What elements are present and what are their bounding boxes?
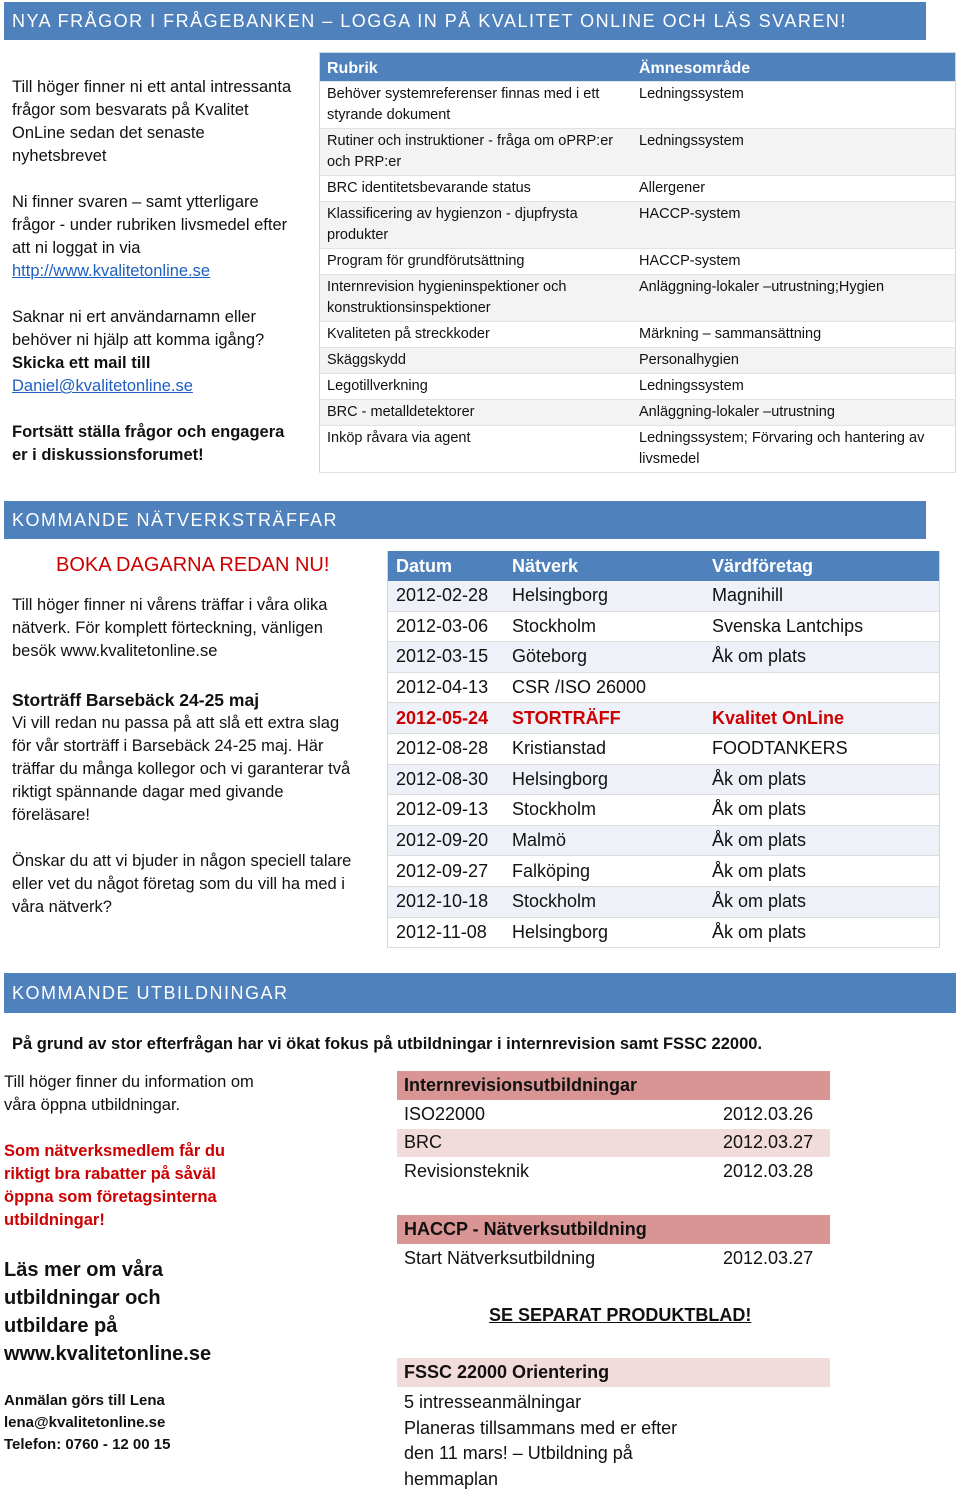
question-title: Klassificering av hygienzon - djupfrysta produkter [320, 202, 633, 249]
training-focus-text: På grund av stor efterfrågan har vi ökat fokus på utbildningar i internrevision samt FSSC 22000. [12, 1035, 762, 1054]
question-row[interactable] [320, 374, 956, 400]
meeting-network: Stockholm [504, 886, 704, 917]
meeting-host: Åk om plats [704, 886, 940, 917]
intro-paragraph-4: Fortsätt ställa frågor och engagera er i diskussionsforumet! [12, 421, 302, 467]
meeting-host: Kvalitet OnLine [704, 703, 940, 734]
meeting-host: Svenska Lantchips [704, 611, 940, 642]
fssc-line-2: Planeras tillsammans med er efter den 11 mars! – Utbildning på hemmaplan [404, 1416, 704, 1492]
meeting-network: Stockholm [504, 795, 704, 826]
question-topic: Ledningssystem [632, 129, 956, 176]
meeting-network: Stockholm [504, 611, 704, 642]
question-title: Internrevision hygieninspektioner och konstruktionsinspektioner [320, 275, 633, 322]
banner-network-meetings [4, 501, 926, 539]
question-topic: HACCP-system [632, 249, 956, 275]
network-meetings-table [387, 551, 940, 948]
haccp-title: HACCP - Nätverksutbildning [397, 1215, 830, 1244]
meeting-host: Åk om plats [704, 795, 940, 826]
fssc-line-1: 5 intresseanmälningar [404, 1390, 704, 1416]
network-paragraph-2: Vi vill redan nu passa på att slå ett extra slag för vår storträff i Barsebäck 24-25 maj. Här träffar du många kollegor och vi garanterar två riktigt spännande dagar med givande föreläsare! [12, 712, 362, 827]
contact-phone: Telefon: 0760 - 12 00 15 [4, 1434, 254, 1456]
question-title: Inköp råvara via agent [320, 426, 633, 473]
contact-email[interactable]: lena@kvalitetonline.se [4, 1412, 254, 1434]
questions-table [319, 52, 956, 473]
question-topic: HACCP-system [632, 202, 956, 249]
course-name: ISO22000 [397, 1100, 716, 1129]
course-name: BRC [397, 1129, 716, 1158]
question-title: BRC - metalldetektorer [320, 400, 633, 426]
separat-produktblad-link[interactable]: SE SEPARAT PRODUKTBLAD! [489, 1305, 751, 1326]
course-row [397, 1157, 830, 1186]
meeting-row [388, 795, 940, 826]
question-title: Rutiner och instruktioner - fråga om oPRP:er och PRP:er [320, 129, 633, 176]
banner-new-questions-text: NYA FRÅGOR I FRÅGEBANKEN – LOGGA IN PÅ KVALITET ONLINE OCH LÄS SVAREN! [12, 11, 847, 32]
intro-mail-prompt: Skicka ett mail till [12, 352, 302, 375]
meeting-network: STORTRÄFF [504, 703, 704, 734]
question-title: Legotillverkning [320, 374, 633, 400]
network-section [12, 552, 362, 919]
meeting-date: 2012-09-27 [388, 856, 505, 887]
course-date: 2012.03.26 [716, 1100, 830, 1129]
intro-paragraph-1: Till höger finner ni ett antal intressanta frågor som besvarats på Kvalitet OnLine sedan det senaste nyhetsbrevet [12, 76, 302, 168]
meeting-network: Helsingborg [504, 581, 704, 611]
meeting-row [388, 733, 940, 764]
meeting-network: Kristianstad [504, 733, 704, 764]
meeting-date: 2012-11-08 [388, 917, 505, 948]
intro-section [12, 76, 302, 467]
banner-trainings [4, 973, 956, 1013]
meeting-row [388, 825, 940, 856]
meeting-row [388, 886, 940, 917]
question-row[interactable] [320, 82, 956, 129]
meeting-network: Falköping [504, 856, 704, 887]
meeting-date: 2012-08-30 [388, 764, 505, 795]
course-name: Revisionsteknik [397, 1157, 716, 1186]
question-topic: Anläggning-lokaler –utrustning;Hygien [632, 275, 956, 322]
meeting-host [704, 672, 940, 703]
question-title: Behöver systemreferenser finnas med i ett styrande dokument [320, 82, 633, 129]
meeting-host: Åk om plats [704, 642, 940, 673]
question-row[interactable] [320, 322, 956, 348]
meeting-date: 2012-02-28 [388, 581, 505, 611]
header-datum: Datum [388, 551, 505, 581]
training-left-section [4, 1071, 254, 1456]
meeting-row [388, 642, 940, 673]
meeting-row [388, 672, 940, 703]
meeting-date: 2012-04-13 [388, 672, 505, 703]
meeting-host: Åk om plats [704, 764, 940, 795]
course-date: 2012.03.27 [716, 1244, 830, 1273]
meeting-network: CSR /ISO 26000 [504, 672, 704, 703]
internrevision-table [397, 1071, 830, 1186]
banner-network-meetings-text: KOMMANDE NÄTVERKSTRÄFFAR [12, 510, 338, 531]
question-row[interactable] [320, 348, 956, 374]
meeting-row [388, 611, 940, 642]
meeting-host: Åk om plats [704, 856, 940, 887]
question-title: Program för grundförutsättning [320, 249, 633, 275]
stortraff-heading: Storträff Barsebäck 24-25 maj [12, 688, 362, 712]
meeting-date: 2012-03-15 [388, 642, 505, 673]
fssc-title: FSSC 22000 Orientering [397, 1358, 830, 1387]
meeting-date: 2012-03-06 [388, 611, 505, 642]
meeting-host: Åk om plats [704, 917, 940, 948]
question-topic: Ledningssystem [632, 374, 956, 400]
meeting-network: Malmö [504, 825, 704, 856]
haccp-table [397, 1215, 830, 1273]
question-topic: Personalhygien [632, 348, 956, 374]
meeting-row [388, 764, 940, 795]
meeting-network: Göteborg [504, 642, 704, 673]
question-row[interactable] [320, 176, 956, 202]
network-paragraph-1: Till höger finner ni vårens träffar i våra olika nätverk. För komplett förteckning, vänligen besök www.kvalitetonline.se [12, 594, 362, 663]
meeting-date: 2012-05-24 [388, 703, 505, 734]
header-vardforetag: Värdföretag [704, 551, 940, 581]
meeting-host: FOODTANKERS [704, 733, 940, 764]
course-row [397, 1100, 830, 1129]
network-table-header [388, 551, 940, 581]
meeting-row [388, 703, 940, 734]
course-row [397, 1129, 830, 1158]
banner-trainings-text: KOMMANDE UTBILDNINGAR [12, 983, 289, 1004]
banner-new-questions [4, 2, 926, 40]
boka-heading: BOKA DAGARNA REDAN NU! [12, 552, 362, 578]
question-topic: Anläggning-lokaler –utrustning [632, 400, 956, 426]
question-title: BRC identitetsbevarande status [320, 176, 633, 202]
training-paragraph-2: Som nätverksmedlem får du riktigt bra rabatter på såväl öppna som företagsinterna utbildningar! [4, 1140, 254, 1232]
questions-table-header [320, 53, 956, 82]
contact-line-1: Anmälan görs till Lena [4, 1390, 254, 1412]
question-topic: Ledningssystem [632, 82, 956, 129]
network-paragraph-3: Önskar du att vi bjuder in någon speciell talare eller vet du något företag som du vill ha med i våra nätverk? [12, 850, 362, 919]
meeting-network: Helsingborg [504, 764, 704, 795]
question-row[interactable] [320, 275, 956, 322]
course-row [397, 1244, 830, 1273]
internrevision-title: Internrevisionsutbildningar [397, 1071, 830, 1100]
header-rubrik: Rubrik [320, 53, 633, 82]
question-topic: Ledningssystem; Förvaring och hantering av livsmedel [632, 426, 956, 473]
meeting-host: Åk om plats [704, 825, 940, 856]
question-row[interactable] [320, 202, 956, 249]
meeting-host: Magnihill [704, 581, 940, 611]
intro-paragraph-2: Ni finner svaren – samt ytterligare frågor - under rubriken livsmedel efter att ni loggat in via [12, 191, 302, 260]
kvalitetonline-link[interactable]: http://www.kvalitetonline.se [12, 262, 210, 280]
question-row[interactable] [320, 129, 956, 176]
course-name: Start Nätverksutbildning [397, 1244, 716, 1273]
question-title: Skäggskydd [320, 348, 633, 374]
meeting-date: 2012-09-20 [388, 825, 505, 856]
meeting-network: Helsingborg [504, 917, 704, 948]
question-row[interactable] [320, 426, 956, 473]
training-paragraph-3: Läs mer om våra utbildningar och utbildare på www.kvalitetonline.se [4, 1256, 234, 1368]
question-topic: Märkning – sammansättning [632, 322, 956, 348]
training-paragraph-1: Till höger finner du information om våra öppna utbildningar. [4, 1071, 254, 1117]
question-row[interactable] [320, 249, 956, 275]
intro-paragraph-3: Saknar ni ert användarnamn eller behöver ni hjälp att komma igång? [12, 306, 302, 352]
course-date: 2012.03.27 [716, 1129, 830, 1158]
question-title: Kvaliteten på streckkoder [320, 322, 633, 348]
daniel-email-link[interactable]: Daniel@kvalitetonline.se [12, 377, 193, 395]
question-topic: Allergener [632, 176, 956, 202]
fssc-block [397, 1358, 830, 1492]
meeting-row [388, 581, 940, 611]
meeting-row [388, 917, 940, 948]
header-amnesomrade: Ämnesområde [632, 53, 956, 82]
meeting-row [388, 856, 940, 887]
meeting-date: 2012-10-18 [388, 886, 505, 917]
header-natverk: Nätverk [504, 551, 704, 581]
question-row[interactable] [320, 400, 956, 426]
meeting-date: 2012-08-28 [388, 733, 505, 764]
meeting-date: 2012-09-13 [388, 795, 505, 826]
course-date: 2012.03.28 [716, 1157, 830, 1186]
